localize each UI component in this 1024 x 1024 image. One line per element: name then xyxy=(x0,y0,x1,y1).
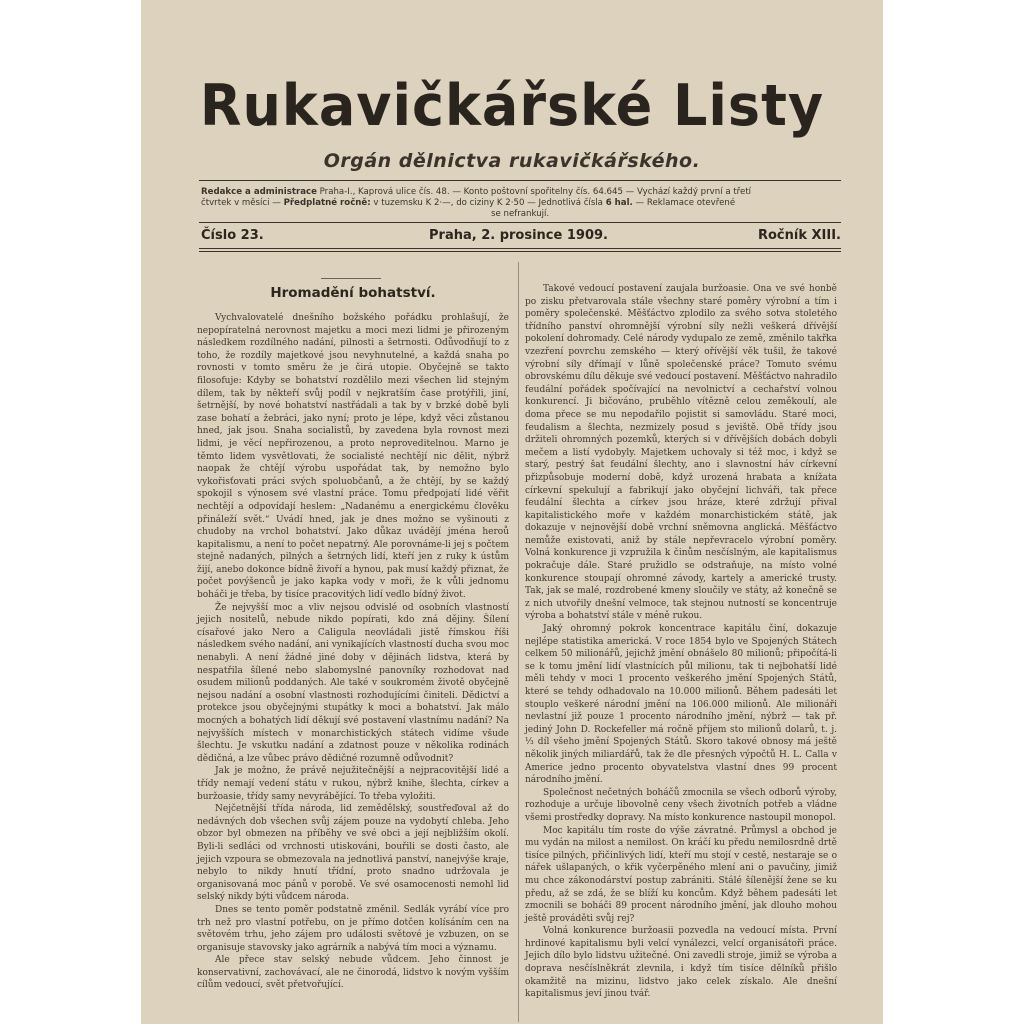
place-date: Praha, 2. prosince 1909. xyxy=(429,228,608,243)
issue-number: Číslo 23. xyxy=(201,228,264,243)
dateline-bottom-rule xyxy=(199,248,841,249)
masthead-rule xyxy=(199,180,841,181)
article-paragraph: Jak je možno, že právě nejužitečnější a nejpracovitější lidé a třídy nemají vedení státu v rukou, nýbrž knihe, šlechta, církev a buržoasie, třídy samy nevyrábějící. To třeba vyložiti. xyxy=(197,766,509,802)
info-line-2c: — Reklamace otevřené xyxy=(632,198,736,208)
article-column-right xyxy=(525,283,837,1001)
article-paragraph: Nejčetnější třída národa, lid zemědělský, soustřeďoval až do nedávných dob všechen svůj zájem pouze na vydobytí chleba. Jeho obzor byl obmezen na příběhy ve své obci a její nejbližším okolí. Byli-li sedláci od vrchnosti utiskováni, bouřili se dosti často, ale jejich vzpoura se obmezovala na jednotlivá panství, nanejvýše kraje, nebylo to nikdy hnutí třídní, proto snadno udržovala je organisovaná moc pánů v porobě. Ve své osamocenosti nemohl lid selský nikdy býti vůdcem národa. xyxy=(197,804,509,903)
info-line-2b: v tuzemsku K 2·—, do ciziny K 2·50 — Jednotlivá čísla xyxy=(370,198,606,208)
dateline-top-rule xyxy=(199,222,841,223)
volume-number: Ročník XIII. xyxy=(757,228,841,243)
article-paragraph: Volná konkurence buržoasii pozvedla na vedoucí místa. První hrdinové kapitalismu byli velcí vynálezci, velcí organisátoři práce. Jejich dílo bylo lidstvu užitečné. Oni zavedli stroje, jimiž se výroba a doprava nesčíslněkrát zlevnila, i když tím tisíce dělníků přišlo okamžitě na mizinu, lidstvo jako celek získalo. Ale dnešní kapitalismus jeví jinou tvář. xyxy=(525,926,837,1000)
article-paragraph: Moc kapitálu tím roste do výše závratné. Průmysl a obchod je mu vydán na milost a nemilost. On kráčí ku předu nemilosrdně drtě tisíce pilných, přičinlivých lidí, kteří mu stojí v cestě, nestaraje se o nářek ušlapaných, o křik vyčerpěného mlení ani o pavučiny, jimiž mu chce zákonodárství postup zabrániti. Stálé šílenější žene se ku předu, až se zdá, že se blíží ku koncům. Když během padesáti let zmocnili se boháči 89 procent národního jmění, jak dlouho mohou ještě prováděti svůj rej? xyxy=(525,825,837,924)
article-paragraph: Vychvalovatelé dnešního božského pořádku prohlašují, že nepopíratelná nerovnost majetku a moci mezi lidmi je přirozeným následkem rozdílného nadání, pilnosti a šetrnosti. Odůvodňují to z toho, že rozdíly majetkové jsou nevyhnutelné, a každá snaha po rovnosti v tomto směru že je čirá utopie. Obyčejně se takto filosofuje: Kdyby se bohatství rozdělilo mezi všechen lid stejným dílem, tak by někteří svůj podíl v nejkratším čase protýřili, jiní, šetrnější, by nové bohatství nastřádali a tak by v brzké době byli zase bohatí a žebráci, jako nyní; proto je lépe, když věci zůstanou hned, jak jsou. Snaha socialistů, by zavedena byla rovnost mezi lidmi, je věcí nepřirozenou, a proto neproveditelnou. Marno je těmto lidem vysvětlovati, že socialisté nechtějí nic dělit, nýbrž naopak že chtějí výrobu uspořádat tak, by nemožno bylo vykořisťovati práci svých spoluobčanů, a že chtějí, by se každý spokojil s výnosem své vlastní práce. Tomu předpojatí lidé věřit nechtějí a odpovídají heslem: „Nadanému a energickému člověku přináleží svět.“ Uvádí hned, jak je dnes možno se vyšinouti z chudoby na vrchol bohatství. Jako důkaz uvádějí jména heroů kapitalismu, a není to počet nepatrný. Ale porovnáme-li jej s počtem stejně nadaných, pilných a šetrných lidí, kteří jen z ruky k ústům žijí, anebo dokonce bídně živoří a hynou, pak musí každý přiznat, že počet povýšenců je jako kapka vody v moři, že k vůli jednomu boháči je třeba, by tisíce pracovitých lidí vedlo bídný život. xyxy=(197,313,509,601)
dateline-bottom-rule-2 xyxy=(199,251,841,252)
publication-info xyxy=(201,187,841,220)
info-line-1: Praha-I., Kaprová ulice čís. 48. — Konto poštovní spořitelny čís. 64.645 — Vychází každý první a třetí xyxy=(316,187,752,197)
article-paragraph: Že nejvyšší moc a vliv nejsou odvislé od osobních vlastností jejich nositelů, nebude nikdo popírati, kdo zná dějiny. Šílení císařové jako Nero a Caligula neovládali jistě římskou říši následkem svého nadání, ani vynikajících vlastností ducha svou moc nenabyli. A není žádné jiné doby v dějinách lidstva, která by nespatřila šílené nebo slabomyslné panovníky rozhodovat nad osudem milionů poddaných. Ale také v soukromém životě obyčejně nejsou nadání a osobní vlastnosti rozhodujícími činiteli. Dědictví a protekce jsou obyčejnými stupátky k moci a bohatství. Jak málo mocných a bohatých lidí děkují své postavení vlastnímu nadání? Na nejvyšších místech v monarchistických státech vidíme všude šlechtu. Je vskutku nadání a zdatnost pouze v několika rodinách dědičná, a lze vůbec právo dědičné rozumně odůvodnit? xyxy=(197,602,509,764)
article-paragraph: Jaký ohromný pokrok koncentrace kapitálu činí, dokazuje nejlépe statistika americká. V roce 1854 bylo ve Spojených Státech celkem 50 milionářů, jejichž jmění obnášelo 80 milionů; připočítá-li se k tomu jmění lidí vlastnících půl milionu, tak ti nejbohatší lidé měli tehdy v moci 1 procento veškerého jmění Spojených Států, které se tehdy odhadovalo na 10.000 milionů. Během padesáti let stouplo veškeré národní jmění na 106.000 milionů. Ale milionáři nevlastní již pouze 1 procento národního jmění, nýbrž — tak př. jediný John D. Rockefeller má ročně příjem sto milionů dolarů, t. j. ⅓ díl všeho jmění Spojených Států. Skoro takové obnosy má ještě několik jiných miliardářů, tak že dle přesných výpočtů H. L. Calla v Americe jedno procento obyvatelstva vlastní dnes 99 procent národního jmění. xyxy=(525,624,837,786)
headline-ornament xyxy=(321,278,381,279)
info-single-price: 6 hal. xyxy=(605,198,633,208)
newspaper-page xyxy=(141,0,883,1024)
article-column-left xyxy=(197,312,509,992)
info-line-2a: čtvrtek v měsíci — xyxy=(201,198,284,208)
article-paragraph: Společnost nečetných boháčů zmocnila se všech odborů výroby, rozhoduje a určuje libovolně ceny všech životních potřeb a vládne všemi prostředky dopravy. Na místo konkurence nastoupil monopol. xyxy=(525,787,837,823)
info-line-3: se nefrankují. xyxy=(491,209,550,219)
article-paragraph: Ale přece stav selský nebude vůdcem. Jeho činnost je konservativní, zachovávací, ale ne činorodá, lidstvo k novým vyšším cílům vedoucí, svět přetvořující. xyxy=(197,955,509,991)
info-subscription-label: Předplatné ročně: xyxy=(283,198,371,208)
article-headline: Hromadění bohatství. xyxy=(270,285,436,301)
column-divider xyxy=(518,262,519,1022)
masthead-title: Rukavičkářské Listy xyxy=(199,72,825,139)
article-paragraph: Takové vedoucí postavení zaujala buržoasie. Ona ve své honbě po zisku přetvarovala stále všechny staré poměry výrobní a tím i poměry společenské. Měšťáctvo zplodilo za svého sotva stoletého třídního panství ohromnější výrobní síly nežli veškerá dřívější pokolení dohromady. Celé národy vydupalo ze země, změnilo takřka vzezření povrchu zemského — který ořívější věk tušil, že takové výrobní síly dřímají v lůně společenské práce? Tomuto svému obrovskému dílu děkuje své vedoucí postavení. Měšťáctvo nahradilo feudální pořádek spočívající na nevolnictví a cechařství volnou konkurencí. Ji bičováno, pruběhlo vítězně celou zeměkoulí, ale doma přece se mu nepodařilo pojistit si samovládu. Staré moci, feudalism a šlechta, nezmizely posud s jeviště. Obě třídy jsou držiteli ohromných pozemků, kterých si v dřívějších dobách dobyli mečem a listí vydobyly. Majetkem uchovaly si též moc, i když se starý, pestrý šat feudální šlechty, ano i slavnostní háv církevní přizpůsobuje moderní době, když urozená hrabata a knížata církevní spekulují a fabrikují jako obyčejní lichváři, tak přece feudální šlechta a církev jsou hráze, které zdržují přival kapitalistického moře v každém monarchistickém státě, jak dokazuje v nejnovější době vrchní sněmovna anglická. Měšťáctvo nemůže existovati, aniž by stále nepřevracelo výrobní poměry. Volná konkurence ji vzpružila k činům nesčíslným, ale kapitalismus pokračuje dále. Staré pružidlo se odstraňuje, na místo volné konkurence stoupají ohromné závody, kartely a americké trusty. Tak, jak se malé, rozdrobené kmeny sloučily ve státy, až konečně se z nich utvořily dnešní velmoce, tak stejnou nutností se koncentruje výroba a bohatství stále v méně rukou. xyxy=(525,284,837,622)
article-paragraph: Dnes se tento poměr podstatně změnil. Sedlák vyrábí více pro trh než pro vlastní potřebu, on je přímo dotčen kolísáním cen na světovém trhu, jeho zájem pro události světové je vzbuzen, on se organisuje stavovsky jako agrárník a nabývá tím moci a významu. xyxy=(197,904,509,953)
masthead-subtitle: Orgán dělnictva rukavičkářského. xyxy=(323,150,701,172)
info-editorial-label: Redakce a administrace xyxy=(201,187,317,197)
